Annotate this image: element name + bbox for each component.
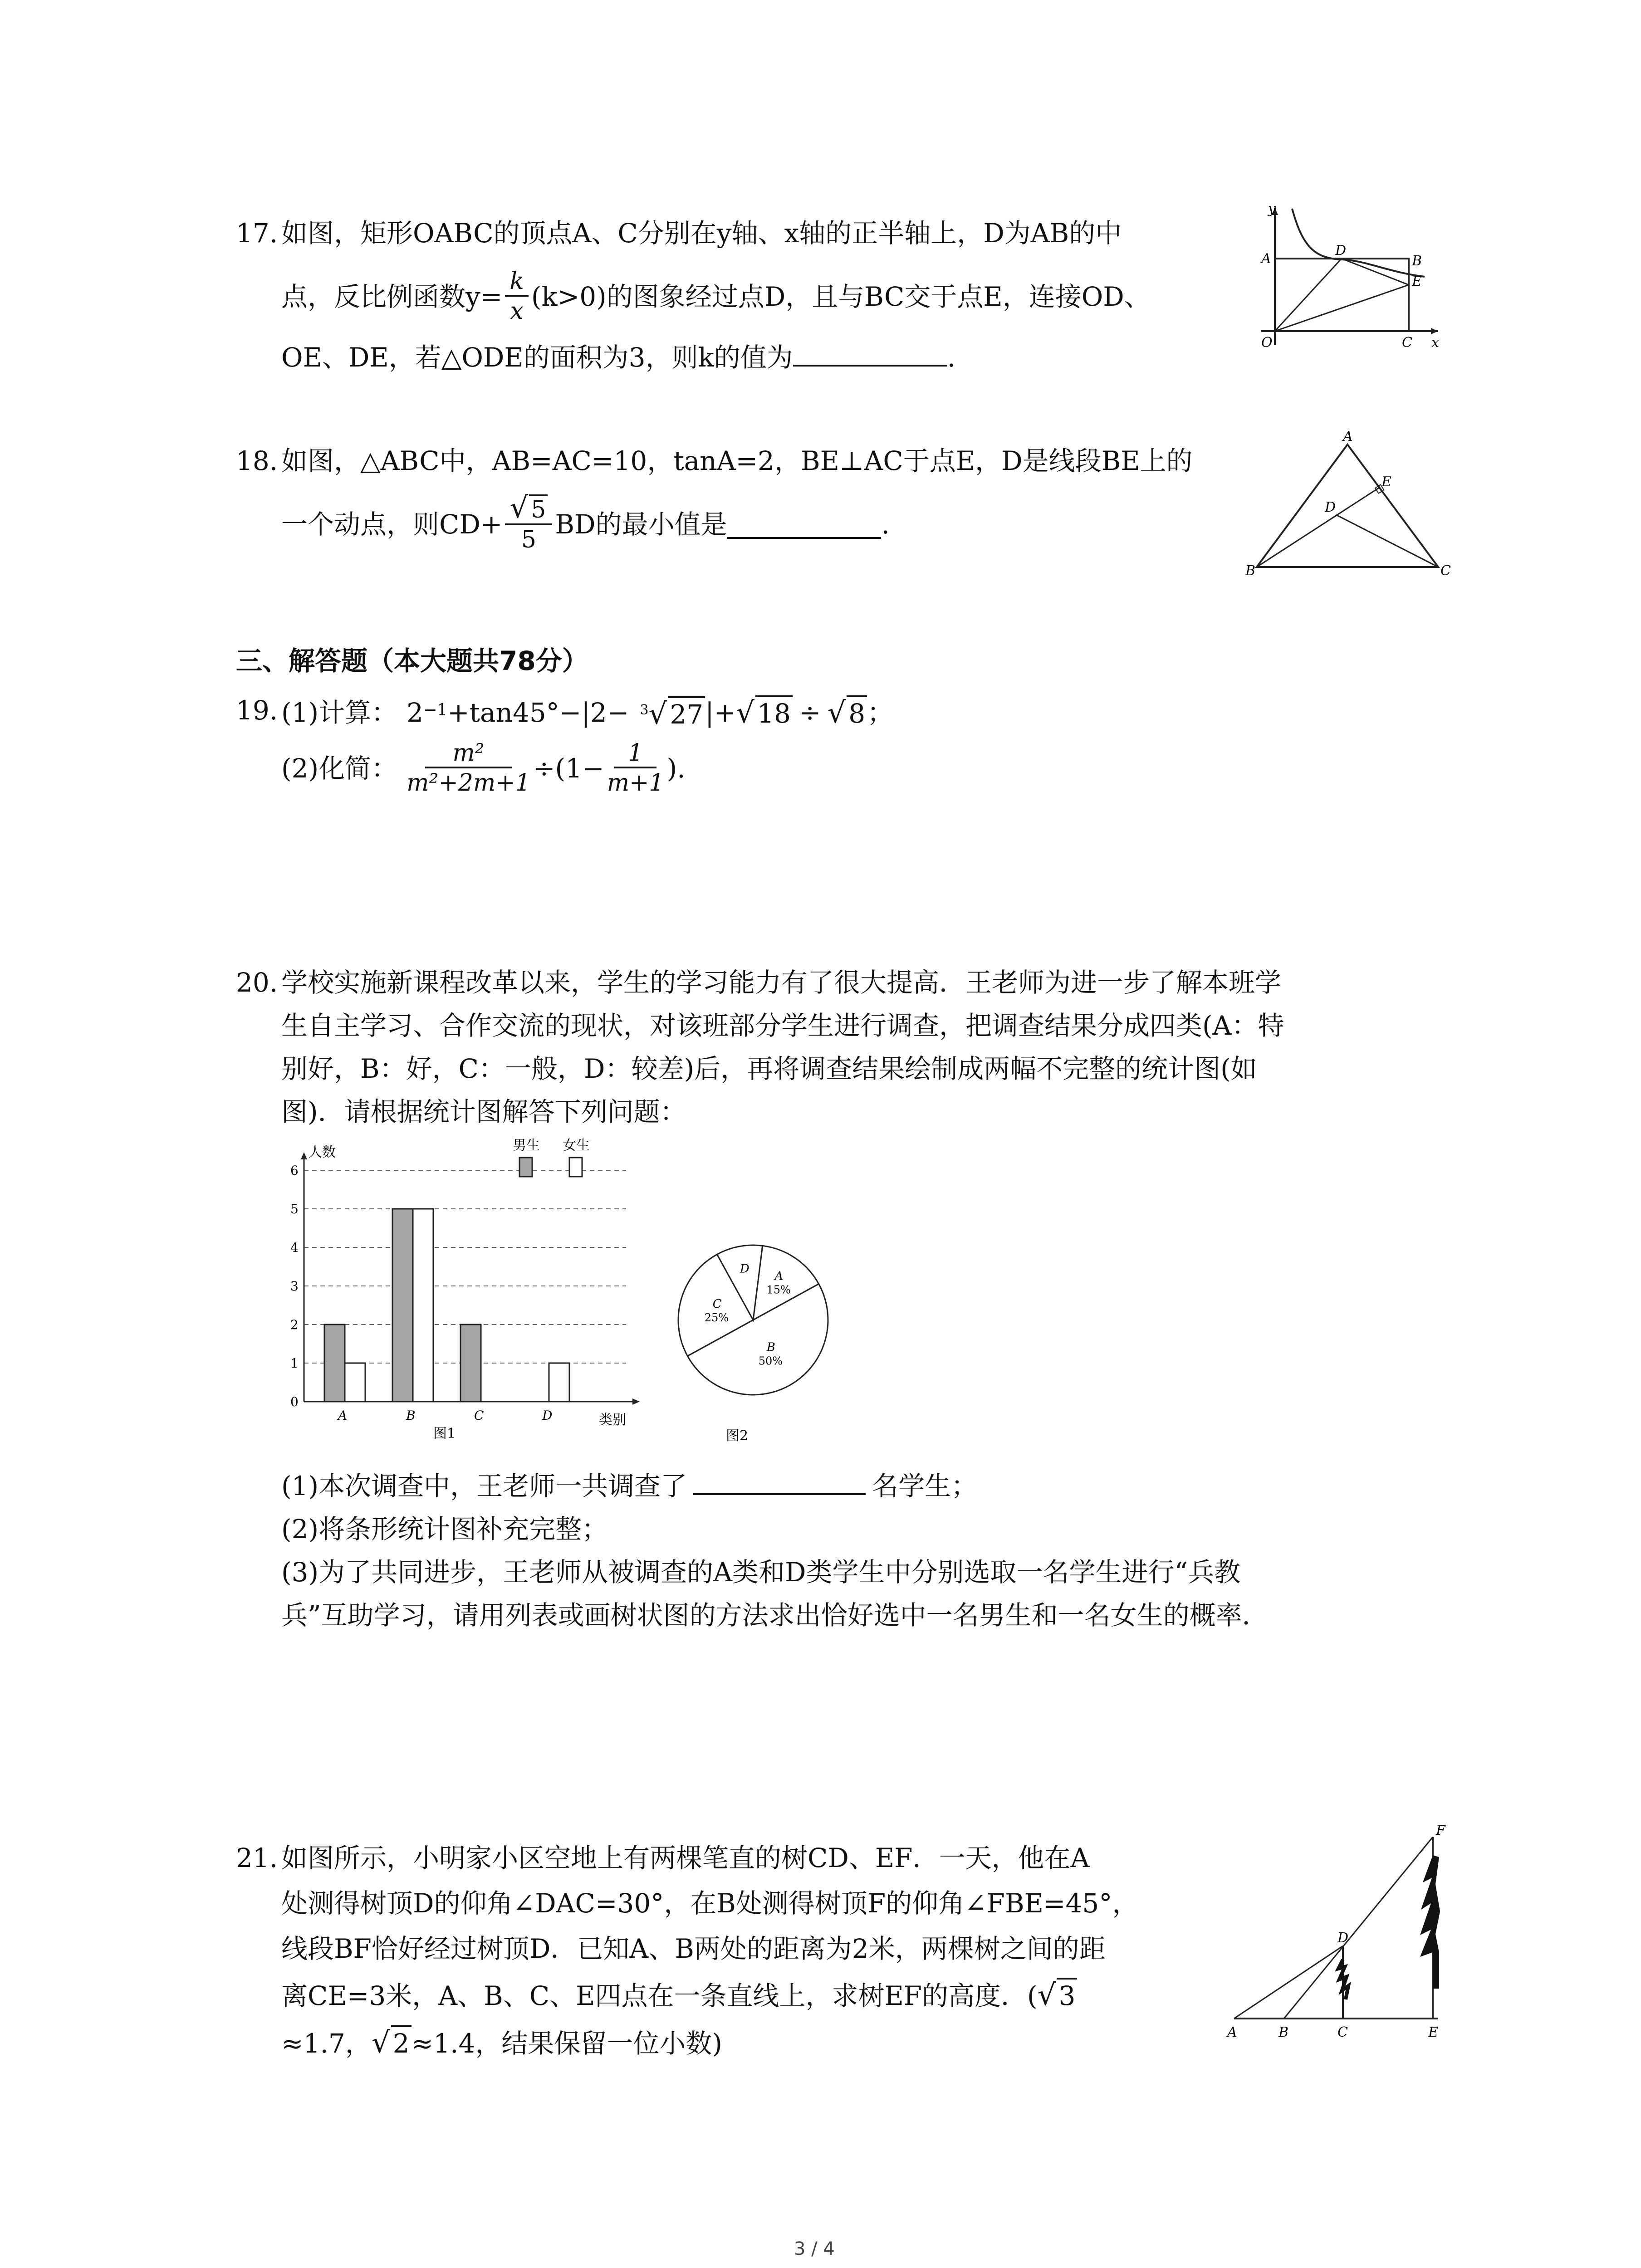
bar-female-A <box>345 1363 365 1402</box>
q19-fraction-1 <box>407 739 530 797</box>
q19-part2 <box>281 739 686 797</box>
q19-part2-mid: ÷(1− <box>533 753 604 784</box>
q19-expr-c: |+ <box>705 697 736 728</box>
q21-figure <box>1220 1823 1456 2041</box>
q17-label-x: x <box>1431 335 1439 351</box>
q18-label-A: A <box>1343 431 1353 445</box>
q21-line1: 如图所示，小明家小区空地上有两棵笔直的树CD、EF．一天，他在A <box>281 1843 1090 1873</box>
q17-frac-num: k <box>505 268 529 297</box>
legend-female-label: 女生 <box>563 1139 590 1154</box>
q17-line3 <box>281 341 955 374</box>
q17-line3-text: OE、DE，若△ODE的面积为3，则k的值为 <box>281 342 793 373</box>
bar-ytick-label: 4 <box>290 1240 299 1255</box>
q20-pie-chart <box>667 1234 839 1452</box>
q20-number: 20. <box>236 967 278 998</box>
q19-part1 <box>281 694 893 731</box>
q17-frac-den: x <box>510 298 524 325</box>
bar-y-label: 人数 <box>309 1144 336 1160</box>
q18-frac-den: 5 <box>521 526 536 553</box>
bar-category-label: C <box>474 1408 484 1423</box>
bar-ytick-label: 0 <box>290 1394 299 1409</box>
q17-figure <box>1243 200 1443 354</box>
q20-line4: 图)．请根据统计图解答下列问题： <box>281 1096 686 1127</box>
q21-line4: 离CE=3米，A、B、C、E四点在一条直线上，求树EF的高度．(√ 3 <box>281 1978 1077 2012</box>
q18-period: . <box>881 509 890 540</box>
q20-line3: 别好，B：好，C：一般，D：较差)后，再将调查结果绘制成两幅不完整的统计图(如 <box>281 1053 1257 1084</box>
q21-sqrt3-radicand: 3 <box>1057 1978 1077 2012</box>
q19-expr-b: +tan45°−|2− <box>447 697 629 728</box>
q20-sub2: (2)将条形统计图补充完整； <box>281 1514 608 1545</box>
q20-line2: 生自主学习、合作交流的现状，对该班部分学生进行调查，把调查结果分成四类(A：特 <box>281 1010 1284 1041</box>
q19-frac1-den: m²+2m+1 <box>407 769 530 797</box>
q18-label-B: B <box>1245 563 1256 579</box>
q20-sub3-line2: 兵”互助学习，请用列表或画树状图的方法求出恰好选中一名男生和一名女生的概率． <box>281 1600 1269 1631</box>
q18-figure <box>1243 431 1452 585</box>
q19-cube-root: $^3$√ 27 <box>640 694 705 731</box>
bar-female-D <box>549 1363 569 1402</box>
q21-line5-start: ≈1.7， <box>281 2028 372 2059</box>
q21-number: 21. <box>236 1843 278 1873</box>
bar-x-label: 类别 <box>599 1412 626 1428</box>
q19-cube-root-radicand: 27 <box>668 696 705 731</box>
q19-sqrt8-radicand: 8 <box>847 695 867 730</box>
q20-bar-chart <box>272 1139 662 1447</box>
q19-sqrt8: √ 8 <box>827 695 867 730</box>
bar-male-C <box>460 1325 481 1402</box>
legend-female-swatch <box>569 1158 582 1177</box>
q17-hyperbola <box>1292 209 1425 277</box>
bar-category-label: B <box>406 1408 416 1423</box>
pie-label-B: B <box>766 1340 775 1354</box>
q19-part1-end: ； <box>867 697 894 728</box>
q19-fraction-2 <box>607 739 664 797</box>
q21-line2: 处测得树顶D的仰角∠DAC=30°，在B处测得树顶F的仰角∠FBE=45°， <box>281 1888 1139 1919</box>
q17-label-D: D <box>1335 243 1347 259</box>
q19-frac1-num: m² <box>425 739 511 768</box>
q19-part2-end: ). <box>666 753 686 784</box>
bar-category-label: A <box>338 1408 348 1423</box>
q17-answer-blank[interactable] <box>793 365 947 367</box>
q17-label-y: y <box>1268 201 1276 217</box>
q17-segment-OE <box>1275 285 1409 331</box>
q19-frac2-num: 1 <box>614 739 656 768</box>
bar-ytick-label: 5 <box>290 1202 299 1217</box>
q17-number: 17. <box>236 218 278 249</box>
q18-frac-num: √ 5 <box>505 494 552 525</box>
q18-frac-num-radicand: 5 <box>529 494 548 523</box>
pie-pct-C: 25% <box>704 1311 729 1324</box>
bar-ytick-label: 1 <box>290 1356 299 1371</box>
page-number: 3 / 4 <box>794 2239 835 2259</box>
bar-male-B <box>392 1209 413 1402</box>
q21-line5: ≈1.7，√ 2≈1.4，结果保留一位小数) <box>281 2026 722 2060</box>
q20-answer-blank[interactable] <box>693 1493 866 1495</box>
q17-fraction <box>505 268 529 326</box>
q18-line2 <box>281 491 890 554</box>
q18-line1: 如图，△ABC中，AB=AC=10，tanA=2，BE⊥AC于点E，D是线段BE上的 <box>281 445 1193 476</box>
q19-exponent: −1 <box>423 701 448 719</box>
q17-line2-start: 点，反比例函数y= <box>281 281 503 312</box>
q17-label-B: B <box>1412 253 1422 269</box>
pie-label-D: D <box>740 1262 749 1276</box>
q19-number: 19. <box>236 695 278 726</box>
q19-sqrt18-radicand: 18 <box>755 695 793 730</box>
q21-label-C: C <box>1337 2024 1348 2040</box>
q21-sqrt2-radicand: 2 <box>391 2025 411 2060</box>
q20-sub1 <box>281 1470 977 1502</box>
q20-sub1-text: (1)本次调查中，王老师一共调查了 <box>281 1471 687 1501</box>
bar-ytick-label: 6 <box>290 1163 299 1178</box>
pie-label-C: C <box>712 1297 722 1311</box>
q21-tree-EF <box>1420 1855 1440 1989</box>
q21-line-AD <box>1234 1946 1343 2019</box>
q21-line3: 线段BF恰好经过树顶D．已知A、B两处的距离为2米，两棵树之间的距 <box>281 1933 1106 1964</box>
q21-line5-end: ≈1.4，结果保留一位小数) <box>411 2028 722 2059</box>
bar-ytick-label: 3 <box>290 1279 299 1294</box>
q18-line2-mid: BD的最小值是 <box>555 509 727 540</box>
q20-line1: 学校实施新课程改革以来，学生的学习能力有了很大提高．王老师为进一步了解本班学 <box>281 967 1282 998</box>
q17-line1: 如图，矩形OABC的顶点A、C分别在y轴、x轴的正半轴上，D为AB的中 <box>281 218 1122 249</box>
q19-div-sign: ÷ <box>798 697 821 728</box>
pie-pct-B: 50% <box>758 1354 783 1368</box>
q21-line4-text: 离CE=3米，A、B、C、E四点在一条直线上，求树EF的高度．( <box>281 1980 1038 2011</box>
q20-sub3-line1: (3)为了共同进步，王老师从被调查的A类和D类学生中分别选取一名学生进行“兵教 <box>281 1557 1241 1588</box>
q18-label-E: E <box>1381 474 1391 490</box>
q21-line-BF <box>1284 1837 1433 2019</box>
q17-line2 <box>281 268 1151 326</box>
q19-part2-label: (2)化简： <box>281 753 398 784</box>
q19-part1-label: (1)计算： <box>281 697 398 728</box>
q19-sqrt18: √ 18 <box>736 695 793 730</box>
q18-fraction <box>505 491 552 554</box>
q17-label-O: O <box>1261 335 1273 351</box>
legend-male-label: 男生 <box>513 1139 540 1154</box>
q18-answer-blank[interactable] <box>727 510 881 539</box>
pie-pct-A: 15% <box>766 1283 791 1296</box>
pie-label-A: A <box>774 1269 784 1283</box>
bar-category-label: D <box>542 1408 553 1423</box>
q17-line2-end: (k>0)的图象经过点D，且与BC交于点E，连接OD、 <box>531 281 1151 312</box>
q21-label-F: F <box>1436 1823 1445 1838</box>
q21-label-B: B <box>1279 2024 1289 2040</box>
section-heading: 三、解答题（本大题共78分） <box>236 645 588 676</box>
q21-label-E: E <box>1428 2024 1438 2040</box>
q18-label-D: D <box>1325 499 1336 515</box>
q21-label-A: A <box>1227 2024 1237 2040</box>
q21-label-D: D <box>1337 1930 1349 1946</box>
bar-chart-title: 图1 <box>433 1426 456 1442</box>
q19-base: 2 <box>407 697 424 728</box>
q18-line2-start: 一个动点，则CD+ <box>281 509 503 540</box>
pie-chart-title: 图2 <box>726 1428 749 1444</box>
q18-number: 18. <box>236 445 278 476</box>
q18-label-C: C <box>1440 563 1451 579</box>
bar-male-A <box>324 1325 345 1402</box>
legend-male-swatch <box>519 1158 532 1177</box>
q18-segment-CD <box>1336 515 1438 567</box>
bar-female-B <box>413 1209 433 1402</box>
bar-ytick-label: 2 <box>290 1317 299 1332</box>
q17-period: . <box>947 342 956 373</box>
q17-label-A: A <box>1261 251 1271 267</box>
q17-label-E: E <box>1412 274 1422 289</box>
q20-sub1-end: 名学生； <box>872 1471 978 1501</box>
q17-label-C: C <box>1402 335 1412 351</box>
q19-frac2-den: m+1 <box>607 769 664 797</box>
